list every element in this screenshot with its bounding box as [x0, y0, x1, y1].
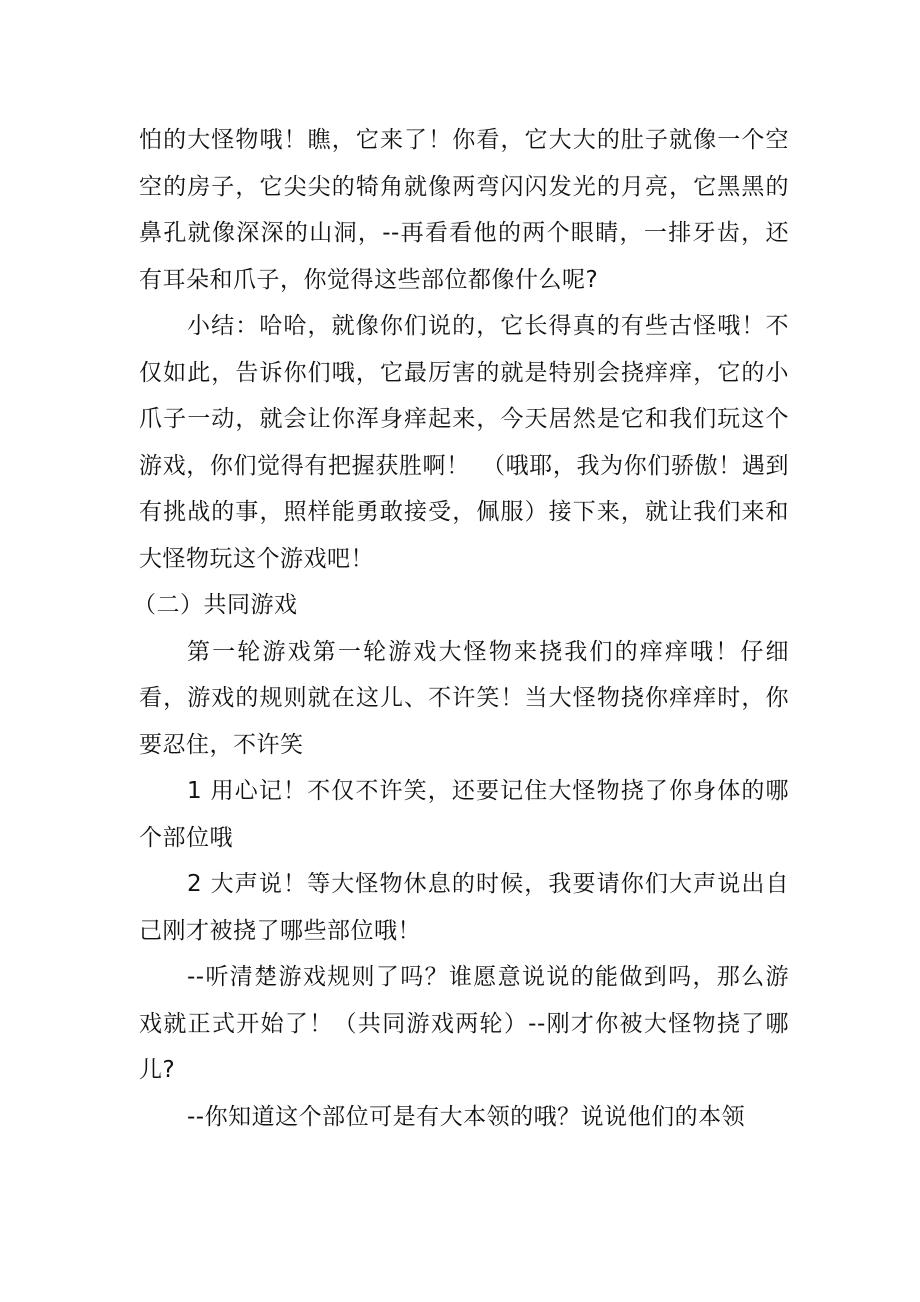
paragraph-4: 1 用心记！不仅不许笑，还要记住大怪物挠了你身体的哪个部位哦	[139, 778, 789, 851]
paragraph-7: --你知道这个部位可是有大本领的哦？说说他们的本领	[187, 1103, 746, 1130]
paragraph-6: --听清楚游戏规则了吗？谁愿意说说的能做到吗，那么游戏就正式开始了！（共同游戏两轮）--刚才你被大怪物挠了哪儿?	[139, 964, 789, 1083]
section-heading: （二）共同游戏	[133, 592, 298, 618]
paragraph-5: 2 大声说！等大怪物休息的时候，我要请你们大声说出自己刚才被挠了哪些部位哦！	[139, 871, 789, 944]
document-body	[133, 117, 789, 1140]
paragraph-2: 小结：哈哈，就像你们说的，它长得真的有些古怪哦！不仅如此，告诉你们哦，它最厉害的就是特别会挠痒痒，它的小爪子一动，就会让你浑身痒起来，今天居然是它和我们玩这个游戏，你们觉得有把握获胜啊！ （哦耶，我为你们骄傲！遇到有挑战的事，照样能勇敢接受，佩服）接下来，就让我们来和大怪物玩这个游戏吧！	[139, 313, 789, 572]
paragraph-3: 第一轮游戏第一轮游戏大怪物来挠我们的痒痒哦！仔细看，游戏的规则就在这儿、不许笑！当大怪物挠你痒痒时，你要忍住，不许笑	[139, 638, 789, 758]
paragraph-1: 怕的大怪物哦！瞧，它来了！你看，它大大的肚子就像一个空空的房子，它尖尖的犄角就像两弯闪闪发光的月亮，它黑黑的鼻孔就像深深的山洞，--再看看他的两个眼睛，一排牙齿，还有耳朵和爪子，你觉得这些部位都像什么呢?	[139, 127, 789, 293]
